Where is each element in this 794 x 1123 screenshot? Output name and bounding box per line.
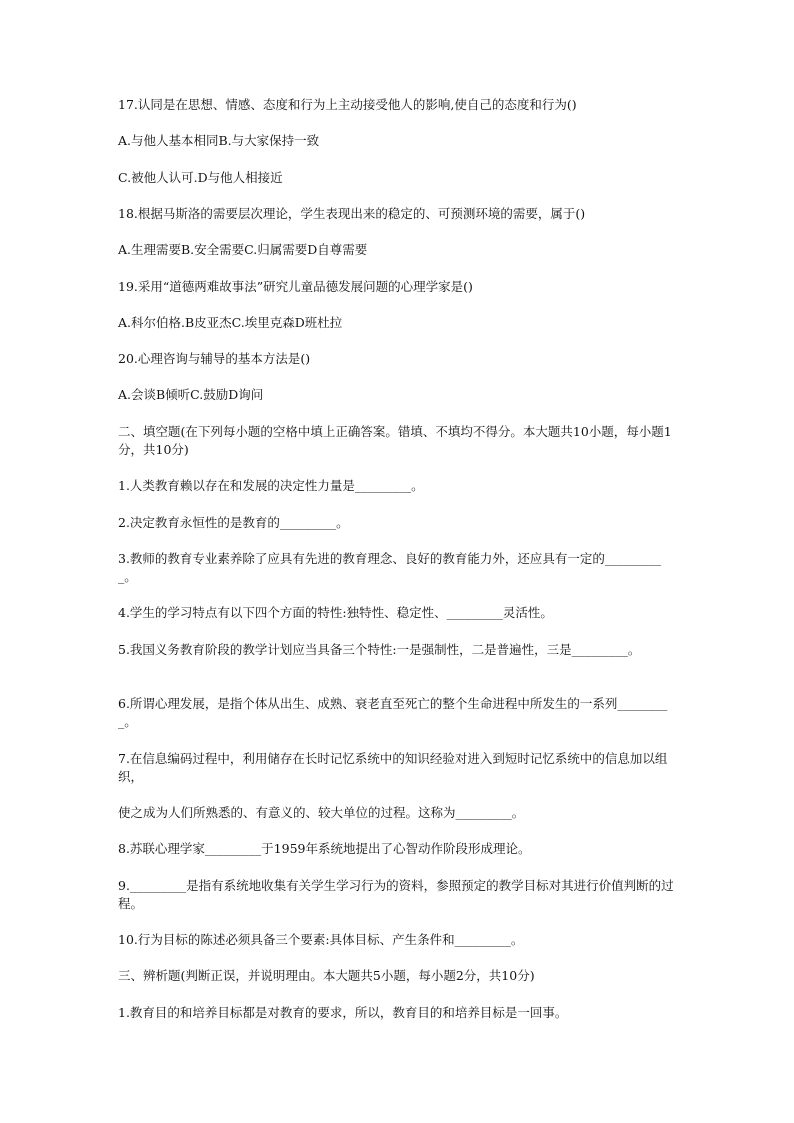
section-2-heading: 二、填空题(在下列每小题的空格中填上正确答案。错填、不填均不得分。本大题共10小题，每小题1分，共10分)	[118, 424, 672, 457]
question-18-options: A.生理需要B.安全需要C.归属需要D自尊需要	[118, 242, 368, 257]
question-17: 17.认同是在思想、情感、态度和行为上主动接受他人的影响,使自己的态度和行为()	[118, 97, 577, 112]
question-19: 19.采用“道德两难故事法”研究儿童品德发展问题的心理学家是()	[118, 279, 473, 294]
fill-question-1: 1.人类教育赖以存在和发展的决定性力量是_________。	[118, 478, 424, 493]
fill-question-10: 10.行为目标的陈述必须具备三个要素:具体目标、产生条件和_________。	[118, 932, 524, 947]
question-17-options-ab: A.与他人基本相同B.与大家保持一致	[118, 133, 320, 148]
question-20-options: A.会谈B倾听C.鼓励D询问	[118, 387, 264, 402]
fill-question-6: 6.所谓心理发展，是指个体从出生、成熟、衰老直至死亡的整个生命进程中所发生的一系列_________。	[118, 696, 668, 729]
fill-question-3: 3.教师的教育专业素养除了应具有先进的教育理念、良好的教育能力外，还应具有一定的__________。	[118, 551, 662, 584]
section-3-heading: 三、辨析题(判断正误，并说明理由。本大题共5小题，每小题2分，共10分)	[118, 968, 535, 983]
fill-question-7: 7.在信息编码过程中，利用储存在长时记忆系统中的知识经验对进入到短时记忆系统中的信息加以组织，	[118, 751, 668, 784]
question-17-options-cd: C.被他人认可.D与他人相接近	[118, 170, 283, 185]
question-18: 18.根据马斯洛的需要层次理论，学生表现出来的稳定的、可预测环境的需要，属于()	[118, 206, 586, 221]
question-20: 20.心理咨询与辅导的基本方法是()	[118, 351, 311, 366]
fill-question-4: 4.学生的学习特点有以下四个方面的特性:独特性、稳定性、_________灵活性。	[118, 605, 553, 620]
fill-question-2: 2.决定教育永恒性的是教育的_________。	[118, 515, 349, 530]
fill-question-7-continued: 使之成为人们所熟悉的、有意义的、较大单位的过程。这称为_________。	[118, 805, 525, 820]
judge-question-1: 1.教育目的和培养目标都是对教育的要求，所以，教育目的和培养目标是一回事。	[118, 1005, 568, 1020]
fill-question-8: 8.苏联心理学家_________于1959年系统地提出了心智动作阶段形成理论。	[118, 841, 531, 856]
question-19-options: A.科尔伯格.B皮亚杰C.埃里克森D班杜拉	[118, 315, 343, 330]
fill-question-9: 9._________是指有系统地收集有关学生学习行为的资料，参照预定的教学目标对其进行价值判断的过程。	[118, 878, 674, 911]
fill-question-5: 5.我国义务教育阶段的教学计划应当具备三个特性:一是强制性，二是普遍性，三是_________。	[118, 642, 641, 657]
